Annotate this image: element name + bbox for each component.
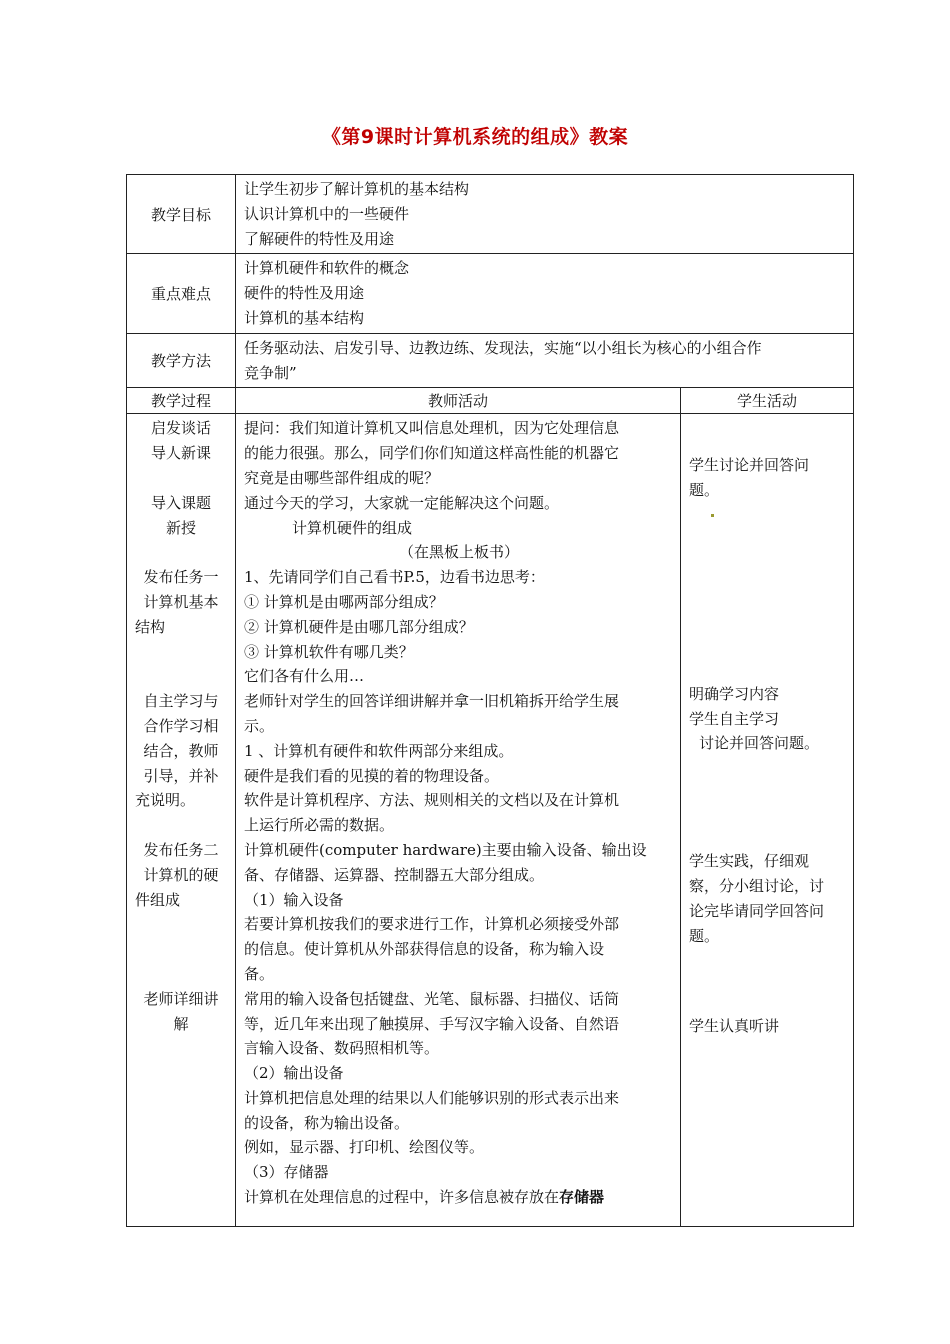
stage-line: 结构 [135, 617, 166, 636]
goal-line: 让学生初步了解计算机的基本结构 [244, 180, 470, 198]
teacher-line: 备、存储器、运算器、控制器五大部分组成。 [244, 865, 545, 884]
methods-row [127, 333, 854, 388]
key-point-line: 计算机的基本结构 [244, 308, 365, 327]
process-header-col2: 教师活动 [236, 388, 681, 414]
teacher-line: 言输入设备、数码照相机等。 [244, 1039, 440, 1058]
teacher-line: 它们各有什么用… [244, 667, 365, 686]
teacher-line: 提问：我们知道计算机又叫信息处理机，因为它处理信息 [244, 419, 620, 438]
process-header-col1: 教学过程 [127, 388, 236, 414]
goals-label: 教学目标 [127, 175, 236, 254]
stage-line: 导入课题 [150, 493, 211, 512]
stage-line: 解 [173, 1014, 189, 1033]
lesson-plan-table [126, 174, 854, 1227]
stage-line: 计算机基本 [143, 592, 219, 611]
process-stage-cell [127, 414, 236, 1227]
process-body-row [127, 414, 854, 1227]
teacher-line: 常用的输入设备包括键盘、光笔、鼠标器、扫描仪、话筒 [244, 989, 620, 1008]
student-line: 学生自主学习 [689, 709, 780, 728]
methods-label: 教学方法 [127, 333, 236, 388]
student-line: 察，分小组讨论，讨 [689, 876, 825, 895]
teacher-line: 软件是计算机程序、方法、规则相关的文档以及在计算机 [244, 791, 620, 810]
process-header-row [127, 388, 854, 414]
key-points-row [127, 254, 854, 333]
teacher-line: （2）输出设备 [244, 1064, 344, 1083]
teacher-line: ③ 计算机软件有哪几类？ [244, 642, 414, 661]
teacher-line: 备。 [244, 964, 275, 983]
teacher-line: 计算机硬件(computer hardware)主要由输入设备、输出设 [244, 840, 647, 859]
teacher-line: 的能力很强。那么，同学们你们知道这样高性能的机器它 [244, 444, 620, 463]
stage-line: 充说明。 [135, 791, 196, 810]
teacher-line: 计算机把信息处理的结果以人们能够识别的形式表示出来 [244, 1088, 620, 1107]
stage-line: 合作学习相 [143, 716, 219, 735]
key-point-line: 计算机硬件和软件的概念 [244, 259, 410, 278]
student-line: 学生讨论并回答问 [689, 456, 810, 475]
teacher-line: 例如，显示器、打印机、绘图仪等。 [244, 1138, 485, 1157]
stage-line: 老师详细讲 [143, 989, 219, 1008]
process-header-col3: 学生活动 [681, 388, 854, 414]
teacher-line: 计算机硬件的组成 [292, 518, 413, 537]
storage-keyword: 存储器 [559, 1188, 605, 1207]
stage-line: 导人新课 [150, 444, 211, 463]
teacher-line: 示。 [244, 716, 275, 735]
teacher-line: ① 计算机是由哪两部分组成？ [244, 592, 444, 611]
student-line: 题。 [689, 481, 720, 500]
teacher-line: 老师针对学生的回答详细讲解并拿一旧机箱拆开给学生展 [244, 692, 620, 711]
method-line: 竞争制” [244, 363, 297, 382]
student-line: 题。 [689, 926, 720, 945]
teacher-activity-cell [236, 414, 681, 1227]
teacher-line: 1、先请同学们自己看书P.5，边看书边思考： [244, 568, 545, 587]
student-line: 论完毕请同学回答问 [689, 901, 825, 920]
teacher-line [244, 1185, 674, 1210]
decorative-dot [711, 514, 714, 517]
teacher-line: （1）输入设备 [244, 890, 344, 909]
key-point-line: 硬件的特性及用途 [244, 284, 365, 303]
goal-line: 了解硬件的特性及用途 [244, 229, 395, 248]
student-line: 学生实践，仔细观 [689, 852, 810, 871]
teacher-line: （3）存储器 [244, 1163, 329, 1182]
teacher-line: 的信息。使计算机从外部获得信息的设备，称为输入设 [244, 940, 605, 959]
goals-row [127, 175, 854, 254]
goal-line: 认识计算机中的一些硬件 [244, 204, 410, 223]
teacher-line: 1 、计算机有硬件和软件两部分来组成。 [244, 741, 514, 760]
methods-content [236, 333, 854, 388]
key-points-content [236, 254, 854, 333]
teacher-line: 究竟是由哪些部件组成的呢？ [244, 468, 440, 487]
goals-content [236, 175, 854, 254]
stage-line: 计算机的硬 [143, 865, 219, 884]
teacher-line: 硬件是我们看的见摸的着的物理设备。 [244, 766, 500, 785]
stage-line: 结合，教师 [143, 741, 219, 760]
stage-line: 启发谈话 [150, 419, 211, 438]
student-line: 学生认真听讲 [689, 1017, 780, 1036]
teacher-line: 等，近几年来出现了触摸屏、手写汉字输入设备、自然语 [244, 1014, 620, 1033]
teacher-line-text: 计算机在处理信息的过程中，许多信息被存放在 [244, 1188, 560, 1207]
stage-line: 新授 [165, 518, 196, 537]
teacher-line: ② 计算机硬件是由哪几部分组成？ [244, 617, 474, 636]
document-title: 《第9课时计算机系统的组成》教案 [321, 126, 629, 148]
teacher-line: 若要计算机按我们的要求进行工作，计算机必须接受外部 [244, 915, 620, 934]
stage-line: 引导，并补 [143, 766, 219, 785]
student-activity-cell [681, 414, 854, 1227]
stage-line: 自主学习与 [143, 692, 219, 711]
student-line: 讨论并回答问题。 [699, 734, 820, 753]
stage-line: 发布任务一 [143, 568, 219, 587]
method-line: 任务驱动法、启发引导、边教边练、发现法，实施“以小组长为核心的小组合作 [244, 338, 762, 357]
stage-line: 件组成 [135, 890, 181, 909]
key-points-label: 重点难点 [127, 254, 236, 333]
teacher-line: 的设备，称为输出设备。 [244, 1113, 410, 1132]
stage-line: 发布任务二 [143, 840, 219, 859]
teacher-line: （在黑板上板书） [398, 543, 519, 562]
teacher-line: 上运行所必需的数据。 [244, 816, 395, 835]
student-line: 明确学习内容 [689, 684, 780, 703]
teacher-line: 通过今天的学习，大家就一定能解决这个问题。 [244, 493, 560, 512]
